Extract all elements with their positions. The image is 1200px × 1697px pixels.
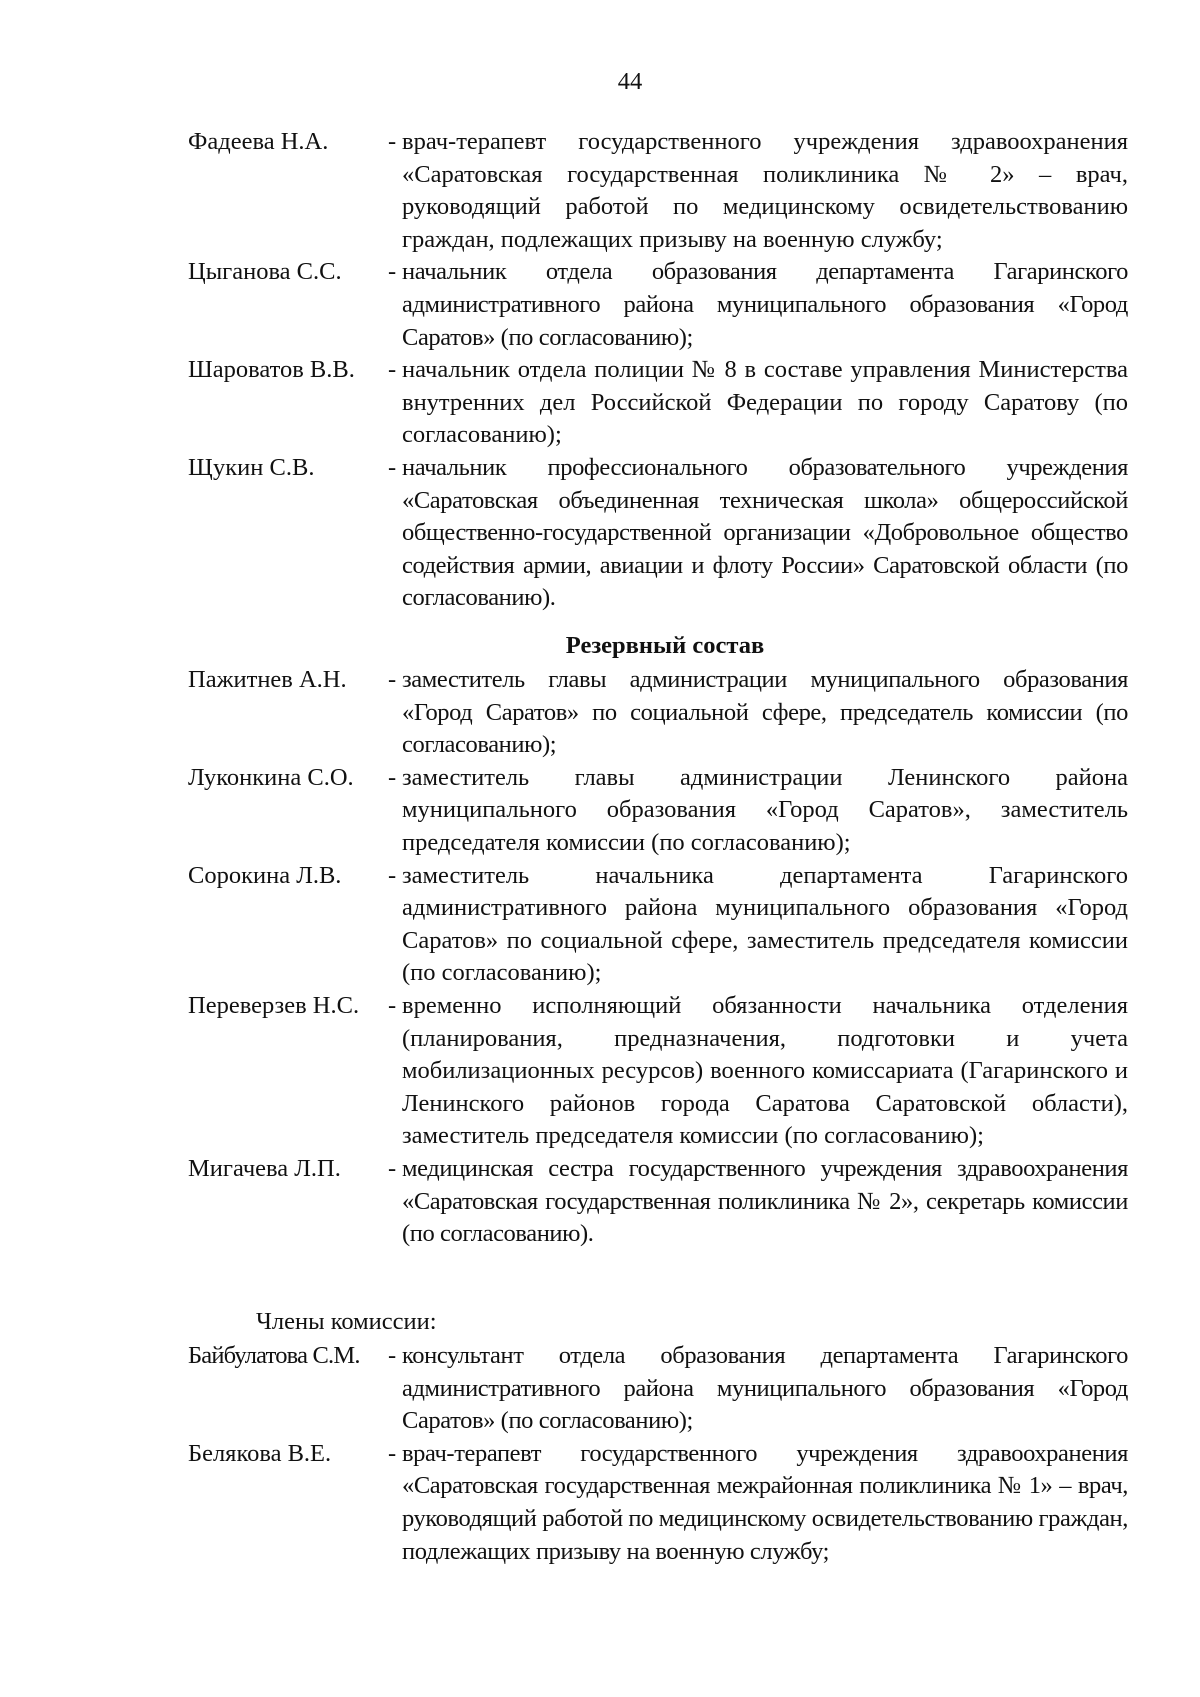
dash: -	[388, 666, 397, 693]
commission-members-heading: Члены комиссии:	[256, 1308, 437, 1335]
member-description: заместитель начальника департамента Гагаринского административного района муниципального образования «Город Саратов» по социальной сфере, заместитель председателя комиссии (по согласованию);	[402, 861, 1128, 987]
member-description: заместитель главы администрации Ленинского района муниципального образования «Город Саратов», заместитель председателя комиссии (по согласованию);	[402, 763, 1128, 856]
member-description: заместитель главы администрации муниципального образования «Город Саратов» по социальной сфере, председатель комиссии (по согласованию);	[402, 666, 1128, 759]
dash: -	[388, 453, 397, 481]
member-entry	[188, 452, 1128, 615]
member-name: Фадеева Н.А.	[188, 128, 329, 155]
member-entry	[188, 664, 1128, 762]
dash: -	[388, 991, 397, 1019]
member-name: Байбулатова С.М.	[188, 1342, 360, 1369]
commission-members-list	[188, 1340, 1128, 1568]
dash: -	[388, 258, 397, 286]
reserve-members-list	[188, 664, 1128, 1251]
member-description: начальник отдела образования департамента Гагаринского административного района муниципального образования «Город Саратов» (по согласованию);	[402, 258, 1128, 351]
member-entry	[188, 1340, 1128, 1438]
member-name: Шароватов В.В.	[188, 356, 355, 384]
member-name: Пажитнев А.Н.	[188, 666, 347, 693]
member-entry	[188, 1438, 1128, 1568]
reserve-heading: Резервный состав	[565, 632, 765, 659]
member-name: Переверзев Н.С.	[188, 991, 360, 1019]
dash: -	[388, 1342, 397, 1369]
member-entry	[188, 354, 1128, 452]
main-members-list	[188, 126, 1128, 615]
member-entry	[188, 762, 1128, 860]
member-description: временно исполняющий обязанности начальника отделения (планирования, предназначения, подготовки и учета мобилизационных ресурсов) военного комиссариата (Гагаринского и Ленинского районов города Саратова Саратовской области), заместитель председателя комиссии (по согласованию);	[402, 991, 1128, 1150]
member-name: Щукин С.В.	[188, 453, 315, 481]
member-description: начальник профессионального образовательного учреждения «Саратовская объединенная техническая школа» общероссийской общественно-государственной организации «Добровольное общество содействия армии, авиации и флоту России» Саратовской области (по согласованию).	[402, 453, 1128, 612]
member-description: врач-терапевт государственного учреждения здравоохранения «Саратовская государственная межрайонная поликлиника № 1» – врач, руководящий работой по медицинскому освидетельствованию граждан, подлежащих призыву на военную службу;	[402, 1439, 1128, 1565]
dash: -	[388, 861, 397, 889]
page-number: 44	[617, 68, 643, 95]
dash: -	[388, 1439, 397, 1467]
dash: -	[388, 763, 397, 791]
member-name: Луконкина С.О.	[188, 763, 354, 791]
member-entry	[188, 860, 1128, 990]
member-name: Сорокина Л.В.	[188, 861, 342, 889]
member-description: медицинская сестра государственного учреждения здравоохранения «Саратовская государственная поликлиника № 2», секретарь комиссии (по согласованию).	[402, 1154, 1128, 1248]
member-entry	[188, 1153, 1128, 1251]
member-description: начальник отдела полиции № 8 в составе управления Министерства внутренних дел Российской Федерации по городу Саратову (по согласованию);	[402, 356, 1128, 449]
member-entry	[188, 990, 1128, 1153]
dash: -	[388, 128, 397, 155]
member-description: врач-терапевт государственного учреждения здравоохранения «Саратовская государственная поликлиника № 2» – врач, руководящий работой по медицинскому освидетельствованию граждан, подлежащих призыву на военную службу;	[402, 128, 1128, 253]
dash: -	[388, 356, 397, 384]
member-entry	[188, 256, 1128, 354]
member-entry	[188, 126, 1128, 256]
member-name: Белякова В.Е.	[188, 1439, 332, 1467]
dash: -	[388, 1154, 397, 1182]
member-name: Мигачева Л.П.	[188, 1154, 341, 1182]
member-name: Цыганова С.С.	[188, 258, 342, 286]
member-description: консультант отдела образования департамента Гагаринского административного района муниципального образования «Город Саратов» (по согласованию);	[402, 1342, 1128, 1435]
